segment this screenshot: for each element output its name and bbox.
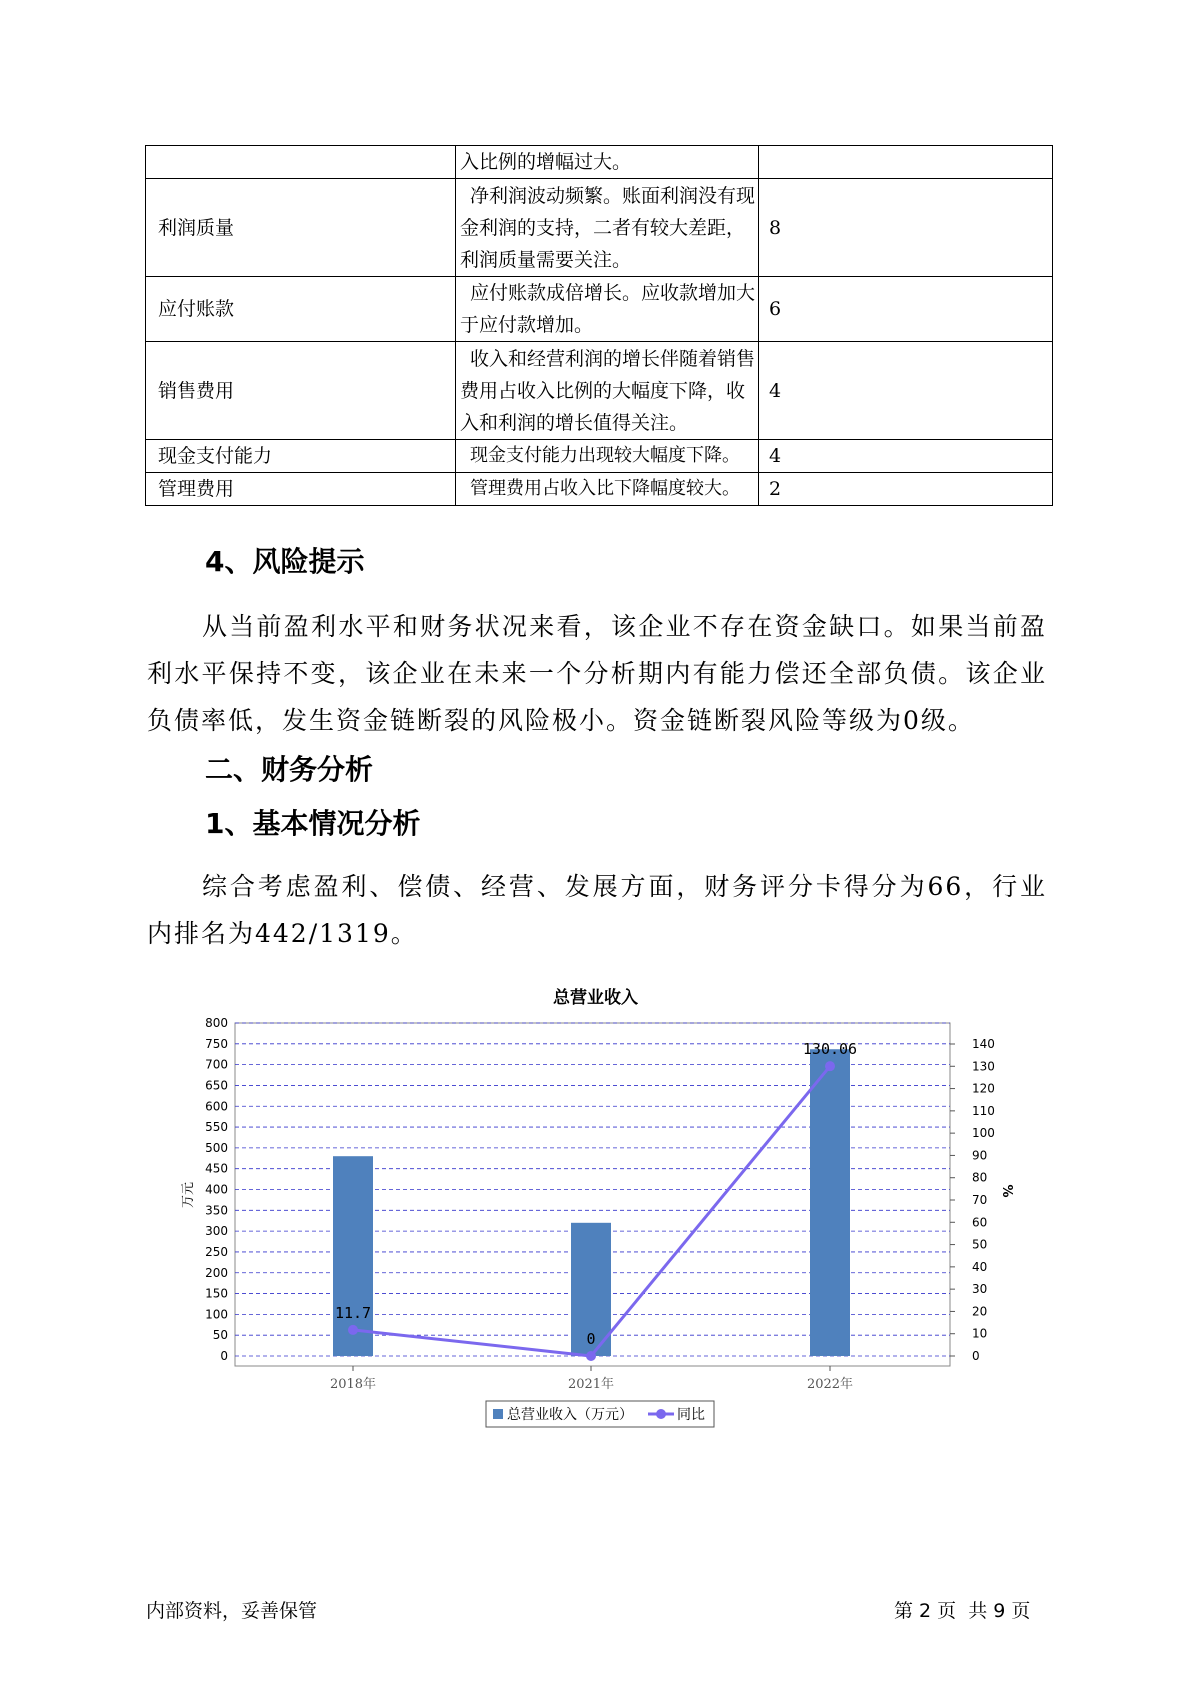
table-cell-score: 2 bbox=[759, 473, 1053, 506]
y-tick-label: 600 bbox=[205, 1099, 228, 1114]
risk-heading: 4、风险提示 bbox=[205, 545, 365, 578]
table-cell-score: 6 bbox=[759, 277, 1053, 342]
basic-analysis-paragraph: 综合考虑盈利、偿债、经营、发展方面，财务评分卡得分为66，行业内排名为442/1319。 bbox=[147, 872, 1047, 948]
y-tick-label: 100 bbox=[205, 1307, 228, 1322]
table-cell-item: 现金支付能力 bbox=[146, 440, 456, 473]
y-tick-label: 250 bbox=[205, 1244, 228, 1259]
table-cell-score: 4 bbox=[759, 342, 1053, 440]
y-tick-label: 800 bbox=[205, 1016, 228, 1030]
y-tick-label: 350 bbox=[205, 1203, 228, 1218]
table-cell-desc: 现金支付能力出现较大幅度下降。 bbox=[456, 440, 759, 473]
table-cell-desc: 收入和经营利润的增长伴随着销售费用占收入比例的大幅度下降，收入和利润的增长值得关注。 bbox=[456, 342, 759, 440]
legend-line-marker bbox=[656, 1409, 666, 1419]
y-tick-label: 50 bbox=[212, 1328, 228, 1343]
table-cell-desc: 入比例的增幅过大。 bbox=[456, 146, 759, 179]
y2-tick-label: 100 bbox=[972, 1126, 995, 1141]
y2-tick-label: 60 bbox=[972, 1215, 988, 1230]
y-tick-label: 0 bbox=[220, 1349, 228, 1363]
y-tick-label: 200 bbox=[205, 1265, 228, 1280]
y2-tick-label: 20 bbox=[972, 1304, 988, 1319]
x-tick-label: 2018年 bbox=[329, 1377, 377, 1392]
y-tick-label: 450 bbox=[205, 1161, 228, 1176]
y-axis-label: 万元 bbox=[181, 1181, 196, 1209]
x-tick-label: 2022年 bbox=[806, 1377, 854, 1392]
y2-tick-label: 130 bbox=[972, 1059, 995, 1074]
y-tick-label: 700 bbox=[205, 1057, 228, 1072]
table-cell-item: 管理费用 bbox=[146, 473, 456, 506]
yoy-point bbox=[348, 1325, 358, 1335]
y-tick-label: 400 bbox=[205, 1182, 228, 1197]
footer-confidential: 内部资料，妥善保管 bbox=[146, 1600, 318, 1622]
table-cell-score: 4 bbox=[759, 440, 1053, 473]
legend-line-label: 同比 bbox=[677, 1407, 705, 1423]
y-tick-label: 300 bbox=[205, 1224, 228, 1239]
x-tick-label: 2021年 bbox=[567, 1377, 615, 1392]
y2-tick-label: 0 bbox=[972, 1349, 980, 1363]
y2-tick-label: 10 bbox=[972, 1326, 988, 1341]
y2-tick-label: 30 bbox=[972, 1282, 988, 1297]
risk-paragraph: 从当前盈利水平和财务状况来看，该企业不存在资金缺口。如果当前盈利水平保持不变，该企业在未来一个分析期内有能力偿还全部负债。该企业负债率低，发生资金链断裂的风险极小。资金链断裂风险等级为0级。 bbox=[147, 612, 1047, 735]
legend-bar-swatch bbox=[493, 1409, 503, 1419]
y2-tick-label: 80 bbox=[972, 1170, 988, 1185]
table-cell-desc: 应付账款成倍增长。应收款增加大于应付款增加。 bbox=[456, 277, 759, 342]
y2-tick-label: 120 bbox=[972, 1081, 995, 1096]
y-tick-label: 500 bbox=[205, 1140, 228, 1155]
yoy-data-label: 0 bbox=[586, 1330, 596, 1348]
table-cell-score: 8 bbox=[759, 179, 1053, 277]
yoy-data-label: 130.06 bbox=[802, 1040, 858, 1059]
yoy-data-label: 11.7 bbox=[334, 1303, 372, 1322]
chart-title: 总营业收入 bbox=[553, 988, 638, 1008]
y-tick-label: 650 bbox=[205, 1078, 228, 1093]
y2-tick-label: 50 bbox=[972, 1237, 988, 1252]
y-tick-label: 750 bbox=[205, 1036, 228, 1051]
revenue-bar bbox=[810, 1049, 850, 1356]
basic-analysis-heading: 1、基本情况分析 bbox=[205, 807, 421, 840]
y2-tick-label: 140 bbox=[972, 1037, 995, 1051]
table-cell-item: 应付账款 bbox=[146, 277, 456, 342]
financial-analysis-heading: 二、财务分析 bbox=[205, 753, 374, 786]
table-cell-desc: 管理费用占收入比下降幅度较大。 bbox=[456, 473, 759, 506]
legend-bar-label: 总营业收入（万元） bbox=[507, 1407, 633, 1423]
y2-tick-label: 70 bbox=[972, 1193, 988, 1207]
y2-tick-label: 90 bbox=[972, 1148, 988, 1163]
yoy-point bbox=[586, 1351, 596, 1361]
footer-page-number: 第 2 页 共 9 页 bbox=[894, 1600, 1031, 1622]
y-tick-label: 150 bbox=[205, 1286, 228, 1301]
yoy-point bbox=[825, 1061, 835, 1071]
y2-tick-label: 110 bbox=[972, 1103, 995, 1118]
y2-axis-label: % bbox=[999, 1184, 1014, 1198]
y2-tick-label: 40 bbox=[972, 1259, 988, 1274]
y-tick-label: 550 bbox=[205, 1120, 228, 1135]
table-cell-desc: 净利润波动频繁。账面利润没有现金利润的支持，二者有较大差距，利润质量需要关注。 bbox=[456, 179, 759, 277]
table-cell-item: 利润质量 bbox=[146, 179, 456, 277]
table-cell-item: 销售费用 bbox=[146, 342, 456, 440]
